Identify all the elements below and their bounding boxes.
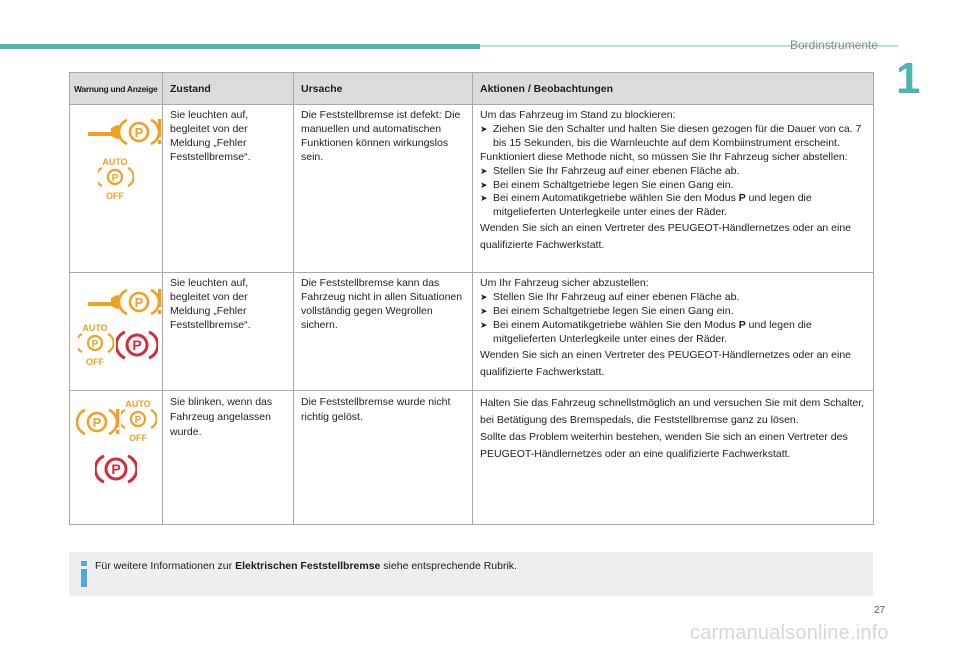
watermark: carmanualsonline.info (690, 622, 889, 644)
ursache-cell: Die Feststellbremse wurde nicht richtig gelöst. (294, 391, 473, 525)
svg-text:OFF: OFF (86, 357, 104, 367)
svg-text:AUTO: AUTO (82, 323, 108, 333)
svg-text:P: P (92, 415, 102, 430)
bullet-marker: ➤ (480, 123, 488, 134)
bullet-marker: ➤ (480, 291, 488, 302)
zustand-cell: Sie blinken, wenn das Fahrzeug angelassen wurde. (163, 391, 294, 525)
list-item-text: Bei einem Automatikgetriebe wählen Sie den Modus P und legen die mitgelieferten Unterlegkeile unter eines der Räder. (493, 318, 812, 345)
bullet-marker: ➤ (480, 319, 488, 330)
aktionen-cell (473, 105, 874, 273)
warning-table (69, 72, 874, 525)
warning-icons-cell (70, 105, 163, 273)
header-ursache: Ursache (294, 73, 473, 105)
header-zustand: Zustand (163, 73, 294, 105)
table-row (70, 105, 874, 273)
svg-text:P: P (134, 295, 144, 310)
table-row (70, 391, 874, 525)
header-warnung: Warnung und Anzeige (70, 73, 163, 105)
list-item-text: Bei einem Schaltgetriebe legen Sie einen Gang ein. (493, 178, 734, 191)
list-item-text: Stellen Sie Ihr Fahrzeug auf einer ebenen Fläche ab. (493, 290, 740, 303)
list-item-text: Stellen Sie Ihr Fahrzeug auf einer ebenen Fläche ab. (493, 164, 740, 177)
list-item (480, 291, 866, 305)
parking-brake-warning-icon (118, 287, 164, 317)
action-text: Funktioniert diese Methode nicht, so müssen Sie Ihr Fahrzeug sicher abstellen: (480, 150, 848, 163)
svg-text:P: P (134, 125, 144, 140)
chapter-number: 1 (896, 54, 921, 103)
action-text: Wenden Sie sich an einen Vertreter des PEUGEOT-Händlernetzes oder an eine qualifizierte Fachwerkstatt. (480, 222, 852, 252)
info-note (69, 552, 873, 596)
list-item (480, 123, 866, 151)
bullet-marker: ➤ (480, 193, 488, 204)
parking-brake-warning-icon (118, 117, 164, 147)
list-item (480, 305, 866, 319)
warning-icons-cell (70, 273, 163, 391)
aktionen-cell (473, 391, 874, 525)
svg-text:OFF: OFF (129, 433, 147, 443)
svg-text:OFF: OFF (106, 191, 124, 201)
list-item-text: Bei einem Automatikgetriebe wählen Sie den Modus P und legen die mitgelieferten Unterlegkeile unter eines der Räder. (493, 192, 812, 219)
action-text: Wenden Sie sich an einen Vertreter des PEUGEOT-Händlernetzes oder an eine qualifizierte Fachwerkstatt. (480, 348, 852, 378)
list-item (480, 179, 866, 193)
parking-brake-red-icon (95, 453, 137, 485)
svg-text:P: P (111, 461, 121, 477)
info-note-text: Für weitere Informationen zur Elektrischen Feststellbremse siehe entsprechende Rubrik. (95, 560, 517, 572)
list-item (480, 192, 866, 220)
action-text: Um das Fahrzeug im Stand zu blockieren: (480, 109, 676, 121)
bullet-marker: ➤ (480, 305, 488, 316)
svg-text:P: P (132, 337, 142, 353)
bullet-marker: ➤ (480, 165, 488, 176)
zustand-cell: Sie leuchten auf, begleitet von der Meldung „Fehler Feststellbremse“. (163, 105, 294, 273)
parking-brake-warning-icon (76, 407, 122, 437)
table-row (70, 273, 874, 391)
info-icon (79, 561, 89, 587)
action-text: Sollte das Problem weiterhin bestehen, wenden Sie sich an einen Vertreter des PEUGEOT-Händlernetzes oder an eine qualifizierte Fachwerkstatt. (480, 431, 848, 460)
action-text: Halten Sie das Fahrzeug schnellstmöglich an und versuchen Sie mit dem Schalter, bei Betätigung des Bremspedals, die Feststellbremse ganz zu lösen. (480, 397, 865, 426)
action-text: Um Ihr Fahrzeug sicher abzustellen: (480, 277, 649, 289)
ursache-cell: Die Feststellbremse kann das Fahrzeug nicht in allen Situationen vollständig gegen Wegrollen sichern. (294, 273, 473, 391)
ursache-cell: Die Feststellbremse ist defekt: Die manuellen und automatischen Funktionen können wirkungslos sein. (294, 105, 473, 273)
auto-p-off-icon (121, 397, 157, 449)
header-aktionen: Aktionen / Beobachtungen (473, 73, 874, 105)
auto-p-off-icon (98, 155, 134, 207)
list-item-text: Bei einem Schaltgetriebe legen Sie einen Gang ein. (493, 304, 734, 317)
aktionen-cell (473, 273, 874, 391)
bullet-marker: ➤ (480, 179, 488, 190)
parking-brake-red-icon (116, 329, 158, 361)
svg-text:P: P (91, 339, 99, 350)
svg-text:P: P (111, 173, 119, 184)
list-item-text: Ziehen Sie den Schalter und halten Sie diesen gezogen für die Dauer von ca. 7 bis 15 Sekunden, bis die Warnleuchte auf dem Kombiinstrument erscheint. (493, 122, 862, 149)
list-item (480, 165, 866, 179)
svg-text:AUTO: AUTO (102, 157, 128, 167)
section-title: Bordinstrumente (790, 38, 879, 52)
zustand-cell: Sie leuchten auf, begleitet von der Meldung „Fehler Feststellbremse“. (163, 273, 294, 391)
svg-text:P: P (134, 415, 142, 426)
table-header-row (70, 73, 874, 105)
page-number: 27 (874, 605, 886, 616)
warning-icons-cell (70, 391, 163, 525)
svg-text:AUTO: AUTO (125, 399, 151, 409)
list-item (480, 319, 866, 347)
header-accent-bar (0, 44, 480, 49)
auto-p-off-icon (78, 321, 114, 373)
